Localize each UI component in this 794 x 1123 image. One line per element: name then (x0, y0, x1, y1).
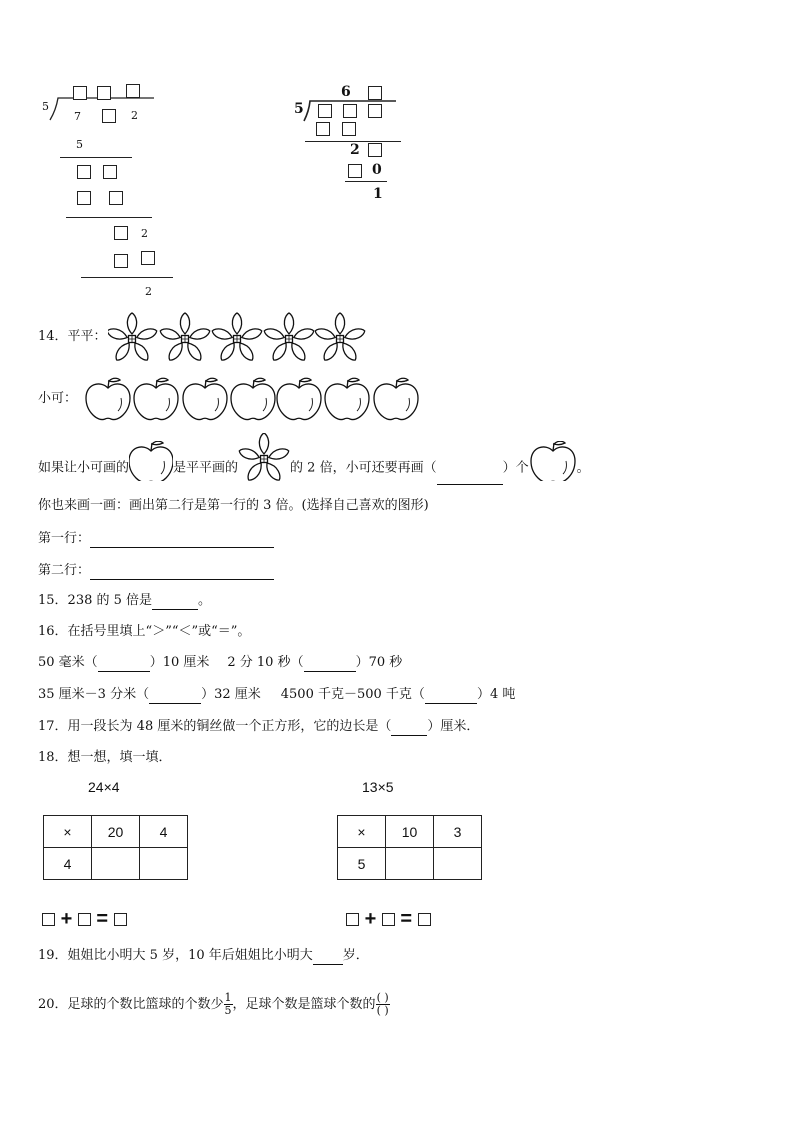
div2-divisor: 5 (294, 101, 304, 117)
q19-text-b: 岁． (342, 948, 369, 963)
q17-text-b: ）厘米． (427, 719, 480, 734)
div1-line-2 (66, 217, 152, 218)
q14-task: 你也来画一画：画出第二行是第一行的 3 倍。(选择自己喜欢的图形) (38, 498, 429, 513)
plus-sign: + (364, 908, 377, 930)
q15-text-b: 。 (198, 593, 212, 608)
table2-header-2: 3 (434, 816, 482, 848)
q16-blank-3[interactable] (149, 689, 201, 704)
q14-row1 (38, 530, 274, 548)
div1-dividend-digit-3: 2 (131, 109, 138, 122)
q16-r1b: ）10 厘米 (149, 655, 210, 670)
table1-cell-2[interactable] (140, 848, 188, 880)
div1-remainder: 2 (145, 285, 152, 298)
apple-icon (325, 378, 369, 419)
q14-sentence-a: 如果让小可画的 (38, 460, 130, 476)
q16-r2a: 35 厘米－3 分米（ (38, 687, 150, 702)
table2-header-1: 10 (386, 816, 434, 848)
q15 (38, 592, 211, 610)
q14-label-pingping: 14．平平： (38, 329, 107, 344)
apple-icon (277, 378, 321, 419)
q14-sentence-e: 。 (576, 460, 590, 476)
q16-row1 (38, 654, 402, 672)
q16-r2d: ）4 吨 (476, 687, 516, 702)
q18-equation-1 (42, 908, 127, 931)
q17-text-a: 17．用一段长为 48 厘米的铜丝做一个正方形，它的边长是（ (38, 719, 392, 734)
div2-sub2-box-1[interactable] (348, 164, 362, 178)
apple-icon (231, 378, 275, 419)
flower-icon (238, 433, 290, 485)
q16-blank-1[interactable] (98, 657, 150, 672)
div2-remainder: 1 (373, 186, 383, 202)
div1-line-1 (60, 157, 132, 158)
div1-quotient-box-1[interactable] (73, 86, 87, 100)
q18-equation-2 (346, 908, 431, 931)
q19-blank[interactable] (313, 950, 343, 965)
apple-icon (183, 378, 227, 419)
table1-cell-1[interactable] (92, 848, 140, 880)
div1-divisor: 5 (42, 100, 49, 113)
q18-expr-1: 24×4 (88, 779, 120, 795)
q15-text-a: 15．238 的 5 倍是 (38, 593, 153, 608)
div1-dividend-digit-1: 7 (74, 110, 81, 123)
q14-apple-row (84, 376, 424, 428)
q15-blank[interactable] (152, 595, 198, 610)
q14-row2-label: 第二行： (38, 563, 91, 578)
q20-answer-den[interactable]: ( ) (376, 1004, 389, 1017)
div1-box-r1b[interactable] (103, 165, 117, 179)
div2-partial-digit-1: 2 (350, 142, 360, 158)
q14-sentence (38, 451, 590, 485)
q16-blank-4[interactable] (425, 689, 477, 704)
table1-header-1: 20 (92, 816, 140, 848)
eq1-box-1[interactable] (42, 913, 55, 926)
eq1-box-2[interactable] (78, 913, 91, 926)
q14-row1-blank[interactable] (90, 533, 274, 548)
q16-r2c: 4500 千克－500 千克（ (280, 687, 425, 702)
q20-text-a: 20．足球的个数比篮球的个数少 (38, 997, 224, 1012)
q20-text-b: ，足球个数是篮球个数的 (232, 997, 376, 1012)
q17-blank[interactable] (391, 721, 427, 736)
div1-quotient-box-3[interactable] (126, 84, 140, 98)
div1-line-3 (81, 277, 173, 278)
div2-dividend-box-3[interactable] (368, 104, 382, 118)
q14-row2-blank[interactable] (90, 565, 274, 580)
plus-sign: + (60, 908, 73, 930)
div2-dividend-box-1[interactable] (318, 104, 332, 118)
div2-line-2 (345, 181, 387, 182)
div1-dividend-box[interactable] (102, 109, 116, 123)
div1-box-r4a[interactable] (114, 254, 128, 268)
table2-header-times: × (338, 816, 386, 848)
equals-sign: = (96, 908, 109, 930)
q19-text-a: 19．姐姐比小明大 5 岁，10 年后姐姐比小明大 (38, 948, 313, 963)
q16-r1d: ）70 秒 (355, 655, 403, 670)
q20-frac-num: 1 (224, 991, 232, 1004)
div1-box-r2a[interactable] (77, 191, 91, 205)
div1-box-r2b[interactable] (109, 191, 123, 205)
q16-title: 16．在括号里填上“＞”“＜”或“＝”。 (38, 624, 251, 639)
div1-box-r4b[interactable] (141, 251, 155, 265)
div1-box-r3a[interactable] (114, 226, 128, 240)
table1-header-times: × (44, 816, 92, 848)
q19 (38, 947, 369, 965)
div2-quotient-digit-1: 6 (341, 84, 351, 100)
q14-sentence-b: 是平平画的 (173, 460, 239, 476)
eq1-box-3[interactable] (114, 913, 127, 926)
q16-r2b: ）32 厘米 (201, 687, 261, 702)
table2-cell-1[interactable] (386, 848, 434, 880)
div2-sub2-digit-2: 0 (372, 162, 382, 178)
table1-header-2: 4 (140, 816, 188, 848)
q14-row2 (38, 562, 274, 580)
q14-sentence-d: ）个 (502, 460, 529, 476)
flower-icon (263, 313, 315, 363)
q14-row1-label: 第一行： (38, 531, 91, 546)
apple-icon (134, 378, 178, 419)
apple-icon (374, 378, 418, 419)
q14-flower-row (108, 312, 368, 370)
div2-quotient-box-2[interactable] (368, 86, 382, 100)
flower-icon (159, 313, 211, 363)
div1-box-r1a[interactable] (77, 165, 91, 179)
equals-sign: = (400, 908, 413, 930)
flower-icon (314, 313, 366, 363)
q16-r1c: 2 分 10 秒（ (227, 655, 304, 670)
apple-icon (129, 441, 173, 481)
q20-frac-den: 5 (224, 1004, 232, 1017)
q14-sentence-c: 的 2 倍，小可还要再画（ (290, 460, 437, 476)
eq2-box-2[interactable] (382, 913, 395, 926)
q17 (38, 718, 479, 736)
q18-table-2 (337, 815, 482, 880)
q16-r1a: 50 毫米（ (38, 655, 98, 670)
q20-fraction (224, 992, 233, 1017)
flower-icon (211, 313, 263, 363)
div1-sub1: 5 (76, 138, 83, 151)
eq2-box-3[interactable] (418, 913, 431, 926)
div2-sub-box-2[interactable] (342, 122, 356, 136)
q18-title: 18．想一想，填一填． (38, 750, 172, 765)
q20-answer-fraction[interactable] (376, 992, 390, 1017)
eq2-box-1[interactable] (346, 913, 359, 926)
table2-row-label: 5 (338, 848, 386, 880)
q18-expr-2: 13×5 (362, 779, 394, 795)
div1-quotient-box-2[interactable] (97, 86, 111, 100)
div2-sub-box-1[interactable] (316, 122, 330, 136)
table2-cell-2[interactable] (434, 848, 482, 880)
q16-blank-2[interactable] (304, 657, 356, 672)
q20-answer-num[interactable]: ( ) (376, 991, 389, 1004)
div2-dividend-box-2[interactable] (343, 104, 357, 118)
div1-r3-digit: 2 (141, 227, 148, 240)
table1-row-label: 4 (44, 848, 92, 880)
q14-answer-blank[interactable] (437, 470, 503, 485)
q16-row2 (38, 686, 515, 704)
q18-table-1 (43, 815, 188, 880)
apple-icon (86, 378, 130, 419)
q14-label-xiaoke: 小可： (38, 391, 78, 406)
div2-partial-box-2[interactable] (368, 143, 382, 157)
apple-icon (529, 441, 577, 481)
flower-icon (108, 313, 158, 363)
q20 (38, 992, 390, 1017)
